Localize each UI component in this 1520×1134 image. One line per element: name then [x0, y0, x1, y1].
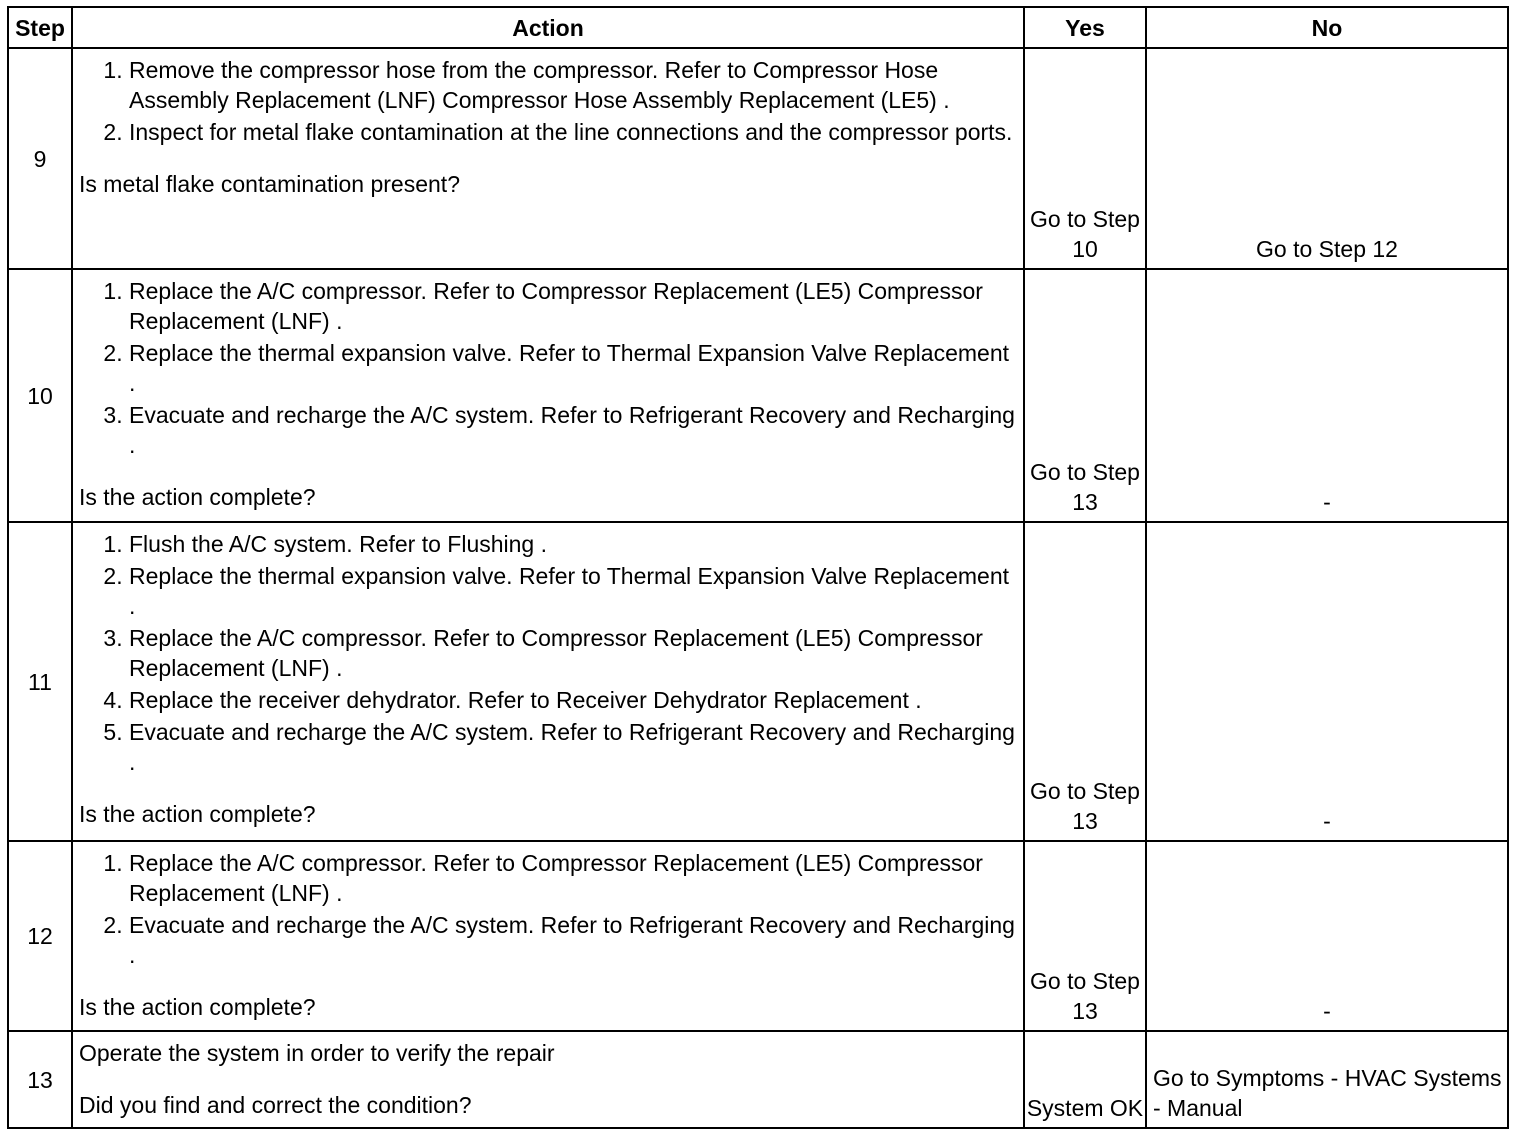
question-text: Is the action complete? — [79, 484, 316, 510]
action-item: 2. Replace the thermal expansion valve. Refer to Thermal Expansion Valve Replacement . — [129, 561, 1017, 621]
question-text: Did you find and correct the condition? — [79, 1092, 472, 1118]
yes-cell: Go to Step 13 — [1024, 841, 1146, 1031]
action-item: 2. Inspect for metal flake contamination at the line connections and the compressor ports. — [129, 117, 1017, 147]
action-item: 1. Replace the A/C compressor. Refer to Compressor Replacement (LE5) Compressor Replacement (LNF) . — [129, 276, 1017, 336]
step-number: 10 — [8, 269, 72, 522]
action-item: 2. Evacuate and recharge the A/C system. Refer to Refrigerant Recovery and Recharging . — [129, 910, 1017, 970]
action-item: 1. Flush the A/C system. Refer to Flushing . — [129, 529, 1017, 559]
table-row — [8, 1031, 1508, 1128]
action-item: 1. Remove the compressor hose from the compressor. Refer to Compressor Hose Assembly Replacement (LNF) Compressor Hose Assembly Replacement (LE5) . — [129, 55, 1017, 115]
action-item: 5. Evacuate and recharge the A/C system. Refer to Refrigerant Recovery and Recharging . — [129, 717, 1017, 777]
yes-cell: System OK — [1024, 1031, 1146, 1128]
action-item: 2. Replace the thermal expansion valve. Refer to Thermal Expansion Valve Replacement . — [129, 338, 1017, 398]
action-cell — [72, 269, 1024, 522]
action-text: Operate the system in order to verify the repair — [79, 1040, 555, 1066]
question-text: Is the action complete? — [79, 801, 316, 827]
step-number: 11 — [8, 522, 72, 841]
yes-cell: Go to Step 13 — [1024, 522, 1146, 841]
header-step: Step — [8, 7, 72, 48]
action-cell — [72, 841, 1024, 1031]
table-row — [8, 269, 1508, 522]
table-row — [8, 841, 1508, 1031]
table-row — [8, 48, 1508, 269]
action-cell — [72, 522, 1024, 841]
question-text: Is the action complete? — [79, 994, 316, 1020]
action-list — [79, 848, 1017, 970]
step-number: 9 — [8, 48, 72, 269]
header-no: No — [1146, 7, 1508, 48]
no-cell: - — [1146, 522, 1508, 841]
step-number: 13 — [8, 1031, 72, 1128]
action-item: 1. Replace the A/C compressor. Refer to Compressor Replacement (LE5) Compressor Replacement (LNF) . — [129, 848, 1017, 908]
yes-cell: Go to Step 13 — [1024, 269, 1146, 522]
no-cell: - — [1146, 269, 1508, 522]
action-cell — [72, 48, 1024, 269]
action-item: 4. Replace the receiver dehydrator. Refer to Receiver Dehydrator Replacement . — [129, 685, 1017, 715]
header-action: Action — [72, 7, 1024, 48]
step-number: 12 — [8, 841, 72, 1031]
header-row — [8, 7, 1508, 48]
table-row — [8, 522, 1508, 841]
action-cell — [72, 1031, 1024, 1128]
action-list — [79, 55, 1017, 147]
no-cell: Go to Symptoms - HVAC Systems - Manual — [1146, 1031, 1508, 1128]
action-list — [79, 529, 1017, 777]
header-yes: Yes — [1024, 7, 1146, 48]
diagnostic-table — [7, 6, 1509, 1129]
action-list — [79, 276, 1017, 460]
action-item: 3. Evacuate and recharge the A/C system. Refer to Refrigerant Recovery and Recharging . — [129, 400, 1017, 460]
question-text: Is metal flake contamination present? — [79, 171, 460, 197]
yes-cell: Go to Step 10 — [1024, 48, 1146, 269]
no-cell: Go to Step 12 — [1146, 48, 1508, 269]
action-item: 3. Replace the A/C compressor. Refer to Compressor Replacement (LE5) Compressor Replacement (LNF) . — [129, 623, 1017, 683]
no-cell: - — [1146, 841, 1508, 1031]
